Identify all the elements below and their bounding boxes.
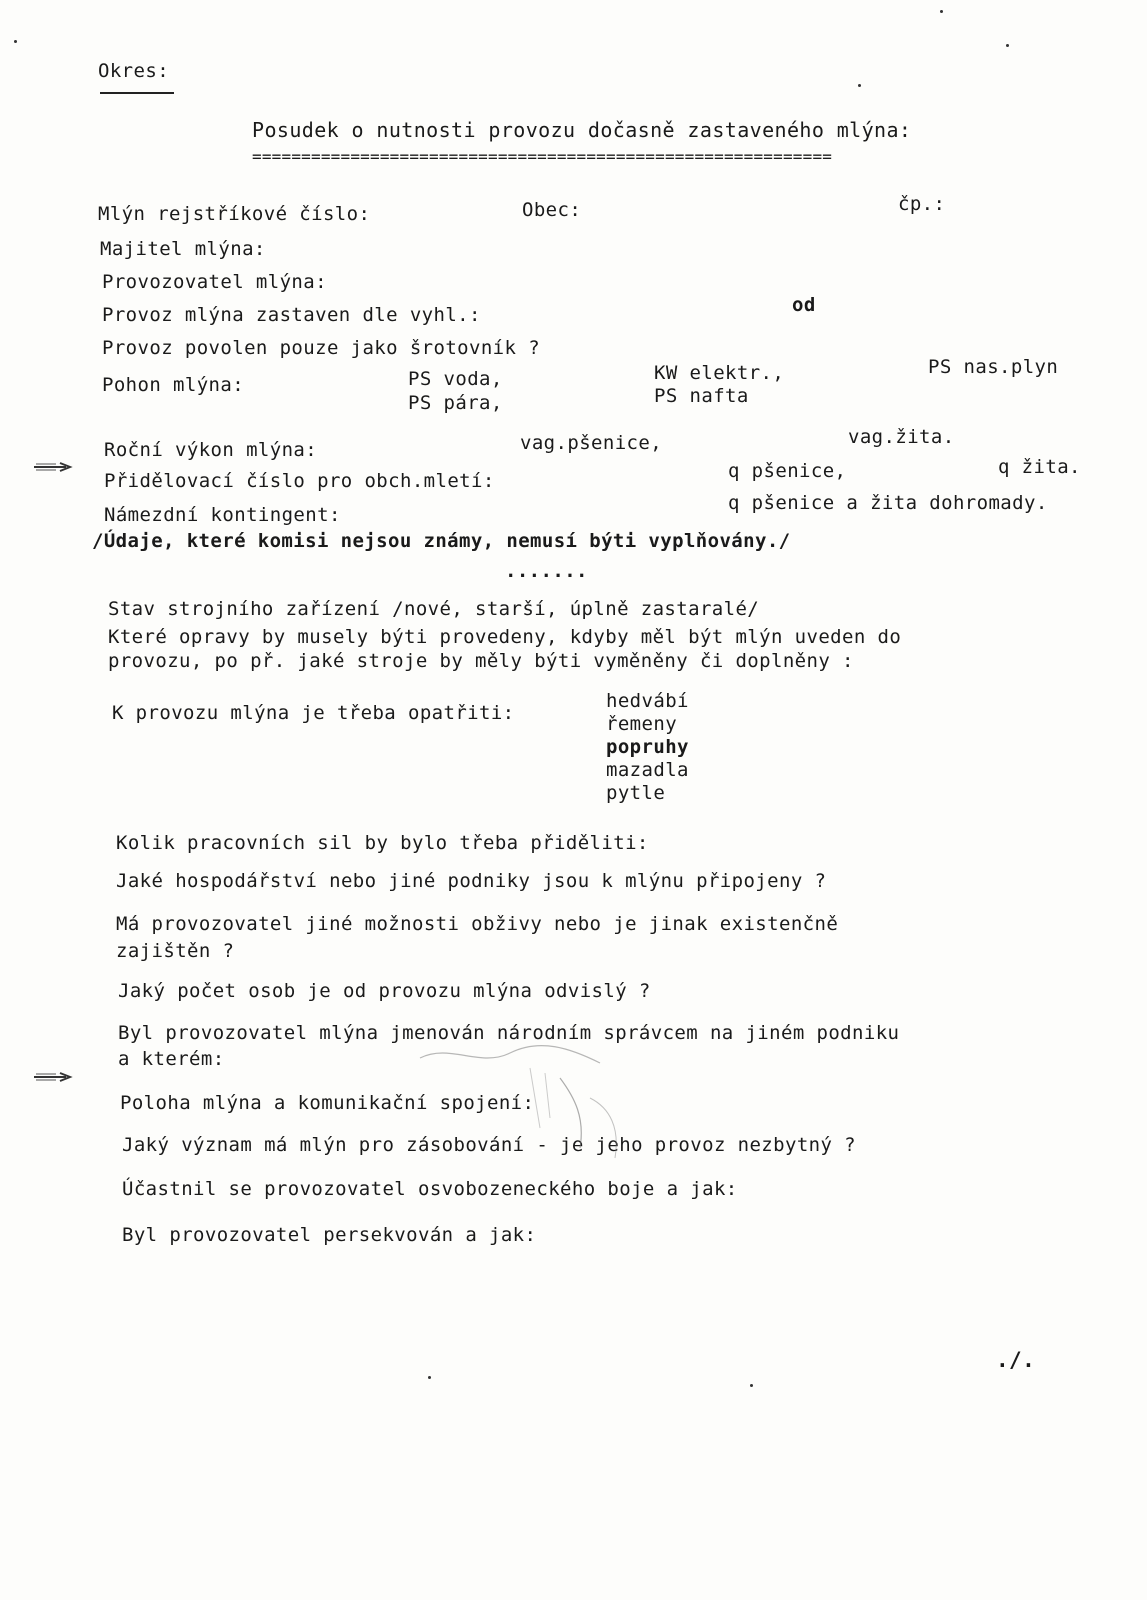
wage-quota-label: Námezdní kontingent: <box>104 504 341 526</box>
importance-question: Jaký význam má mlýn pro zásobování - je jeho provoz nezbytný ? <box>122 1134 857 1156</box>
allocation-number-label: Přidělovací číslo pro obch.mletí: <box>104 470 495 492</box>
paper-speck <box>428 1376 431 1379</box>
wheat-wagons: vag.pšenice, <box>520 432 663 454</box>
district-underline <box>100 92 174 94</box>
house-number-label: čp.: <box>898 193 946 215</box>
paper-speck <box>858 84 861 87</box>
rye-q: q žita. <box>998 456 1081 478</box>
continued-mark: ./. <box>996 1348 1036 1372</box>
title-double-underline: =========================================================== <box>252 149 833 165</box>
drive-water: PS voda, <box>408 368 503 390</box>
grist-only-label: Provoz povolen pouze jako šrotovník ? <box>102 337 541 359</box>
drive-electric: KW elektr., <box>654 362 785 384</box>
supply-item-straps: popruhy <box>606 736 689 758</box>
attached-farms-question: Jaké hospodářství nebo jiné podniky jsou k mlýnu připojeny ? <box>116 870 827 892</box>
location-question: Poloha mlýna a komunikační spojení: <box>120 1092 535 1114</box>
drive-diesel: PS nafta <box>654 385 749 407</box>
district-label: Okres: <box>98 60 170 82</box>
rye-wagons: vag.žita. <box>848 426 955 448</box>
workers-question: Kolik pracovních sil by bylo třeba přiděliti: <box>116 832 649 854</box>
trustee-question-line1: Byl provozovatel mlýna jmenován národním správcem na jiném podniku <box>118 1022 900 1044</box>
resistance-question: Účastnil se provozovatel osvobozeneckého boje a jak: <box>122 1178 738 1200</box>
drive-label: Pohon mlýna: <box>102 374 245 396</box>
supply-item-lubricants: mazadla <box>606 759 689 781</box>
paper-speck <box>750 1384 753 1387</box>
drive-steam: PS pára, <box>408 392 503 414</box>
registry-number-label: Mlýn rejstříkové číslo: <box>98 203 371 225</box>
paper-speck <box>14 40 17 43</box>
trustee-question-line2: a kterém: <box>118 1048 225 1070</box>
margin-arrow-mark <box>32 462 74 472</box>
repairs-question-line1: Které opravy by musely býti provedeny, kdyby měl být mlýn uveden do <box>108 626 902 648</box>
municipality-label: Obec: <box>522 199 582 221</box>
drive-gas: PS nas.plyn <box>928 356 1059 378</box>
margin-arrow-mark <box>32 1072 74 1082</box>
document-title: Posudek o nutnosti provozu dočasně zastaveného mlýna: <box>252 118 912 142</box>
paper-speck <box>1006 44 1009 47</box>
dependents-question: Jaký počet osob je od provozu mlýna odvislý ? <box>118 980 651 1002</box>
repairs-question-line2: provozu, po př. jaké stroje by měly býti vyměněny či doplněny : <box>108 650 854 672</box>
paper-speck <box>940 10 943 13</box>
since-label: od <box>792 294 816 316</box>
section-separator: ....... <box>505 560 588 582</box>
stopped-by-label: Provoz mlýna zastaven dle vyhl.: <box>102 304 481 326</box>
livelihood-question-line2: zajištěn ? <box>116 940 235 962</box>
combined-q: q pšenice a žita dohromady. <box>728 492 1048 514</box>
fill-in-note: /Údaje, které komisi nejsou známy, nemusí býti vyplňovány./ <box>92 530 791 552</box>
supply-item-belts: řemeny <box>606 713 678 735</box>
owner-label: Majitel mlýna: <box>100 238 266 260</box>
persecution-question: Byl provozovatel persekvován a jak: <box>122 1224 537 1246</box>
annual-output-label: Roční výkon mlýna: <box>104 439 318 461</box>
machine-state-question: Stav strojního zařízení /nové, starší, úplně zastaralé/ <box>108 598 760 620</box>
supplies-label: K provozu mlýna je třeba opatřiti: <box>112 702 515 724</box>
wheat-q: q pšenice, <box>728 460 847 482</box>
operator-label: Provozovatel mlýna: <box>102 271 327 293</box>
faint-stamp-scribble <box>410 1038 640 1178</box>
livelihood-question-line1: Má provozovatel jiné možnosti obživy nebo je jinak existenčně <box>116 913 839 935</box>
supply-item-sacks: pytle <box>606 782 666 804</box>
supply-item-silk: hedvábí <box>606 690 689 712</box>
